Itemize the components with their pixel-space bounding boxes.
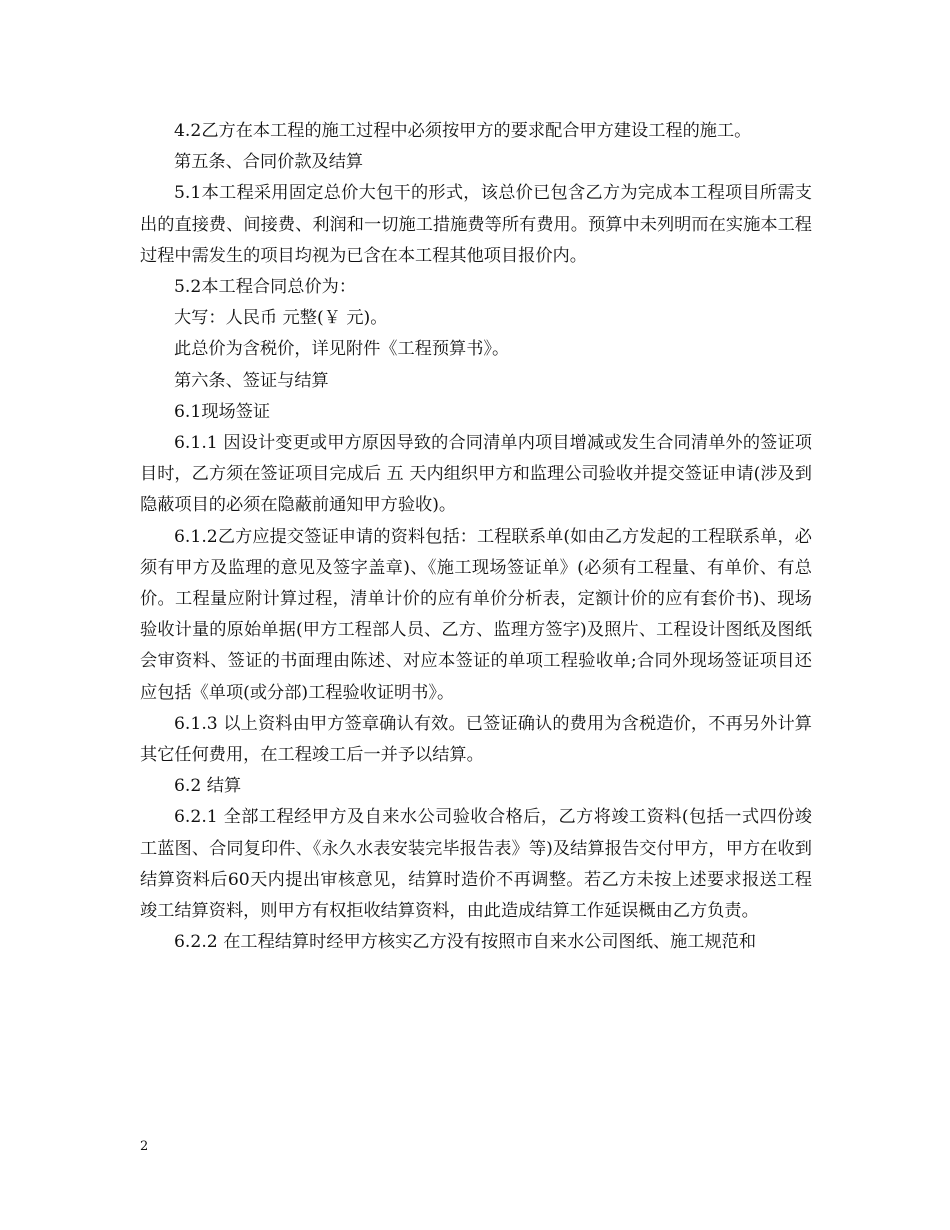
article-5-heading: 第五条、合同价款及结算: [174, 152, 364, 173]
article-6-heading: 第六条、签证与结算: [174, 370, 329, 391]
document-body: [140, 116, 812, 958]
paragraph-5-2: 5.2本工程合同总价为：: [174, 277, 357, 298]
tax-note: 此总价为含税价，详见附件《工程预算书》。: [174, 339, 510, 360]
page-number: 2: [140, 1139, 149, 1154]
paragraph-5-1: 5.1本工程采用固定总价大包干的形式，该总价已包含乙方为完成本工程项目所需支出的直接费、间接费、利润和一切施工措施费等所有费用。预算中未列明而在实施本工程过程中需发生的项目均视为已含在本工程其他项目报价内。: [140, 183, 812, 266]
paragraph-6-1-2: 6.1.2乙方应提交签证申请的资料包括：工程联系单(如由乙方发起的工程联系单，必须有甲方及监理的意见及签字盖章)、《施工现场签证单》(必须有工程量、有单价、有总价。工程量应附计算过程，清单计价的应有单价分析表，定额计价的应有套价书)、现场验收计量的原始单据(甲方工程部人员、乙方、监理方签字)及照片、工程设计图纸及图纸会审资料、签证的书面理由陈述、对应本签证的单项工程验收单;合同外现场签证项目还应包括《单项(或分部)工程验收证明书》。: [140, 526, 812, 703]
paragraph-6-1-1: 6.1.1 因设计变更或甲方原因导致的合同清单内项目增减或发生合同清单外的签证项目时，乙方须在签证项目完成后 五 天内组织甲方和监理公司验收并提交签证申请(涉及到隐蔽项目的必须在隐蔽前通知甲方验收)。: [140, 433, 812, 516]
section-6-1-heading: 6.1现场签证: [174, 401, 271, 422]
paragraph-6-1-3: 6.1.3 以上资料由甲方签章确认有效。已签证确认的费用为含税造价，不再另外计算其它任何费用，在工程竣工后一并予以结算。: [140, 713, 812, 766]
amount-in-words: 大写：人民币 元整(￥ 元)。: [174, 308, 388, 329]
paragraph-6-2-1: 6.2.1 全部工程经甲方及自来水公司验收合格后，乙方将竣工资料(包括一式四份竣工蓝图、合同复印件、《永久水表安装完毕报告表》等)及结算报告交付甲方，甲方在收到结算资料后60天内提出审核意见，结算时造价不再调整。若乙方未按上述要求报送工程竣工结算资料，则甲方有权拒收结算资料，由此造成结算工作延误概由乙方负责。: [140, 807, 812, 922]
paragraph-6-2-2: 6.2.2 在工程结算时经甲方核实乙方没有按照市自来水公司图纸、施工规范和: [174, 932, 757, 953]
section-6-2-heading: 6.2 结算: [174, 776, 242, 797]
paragraph-4-2: 4.2乙方在本工程的施工过程中必须按甲方的要求配合甲方建设工程的施工。: [174, 121, 752, 141]
